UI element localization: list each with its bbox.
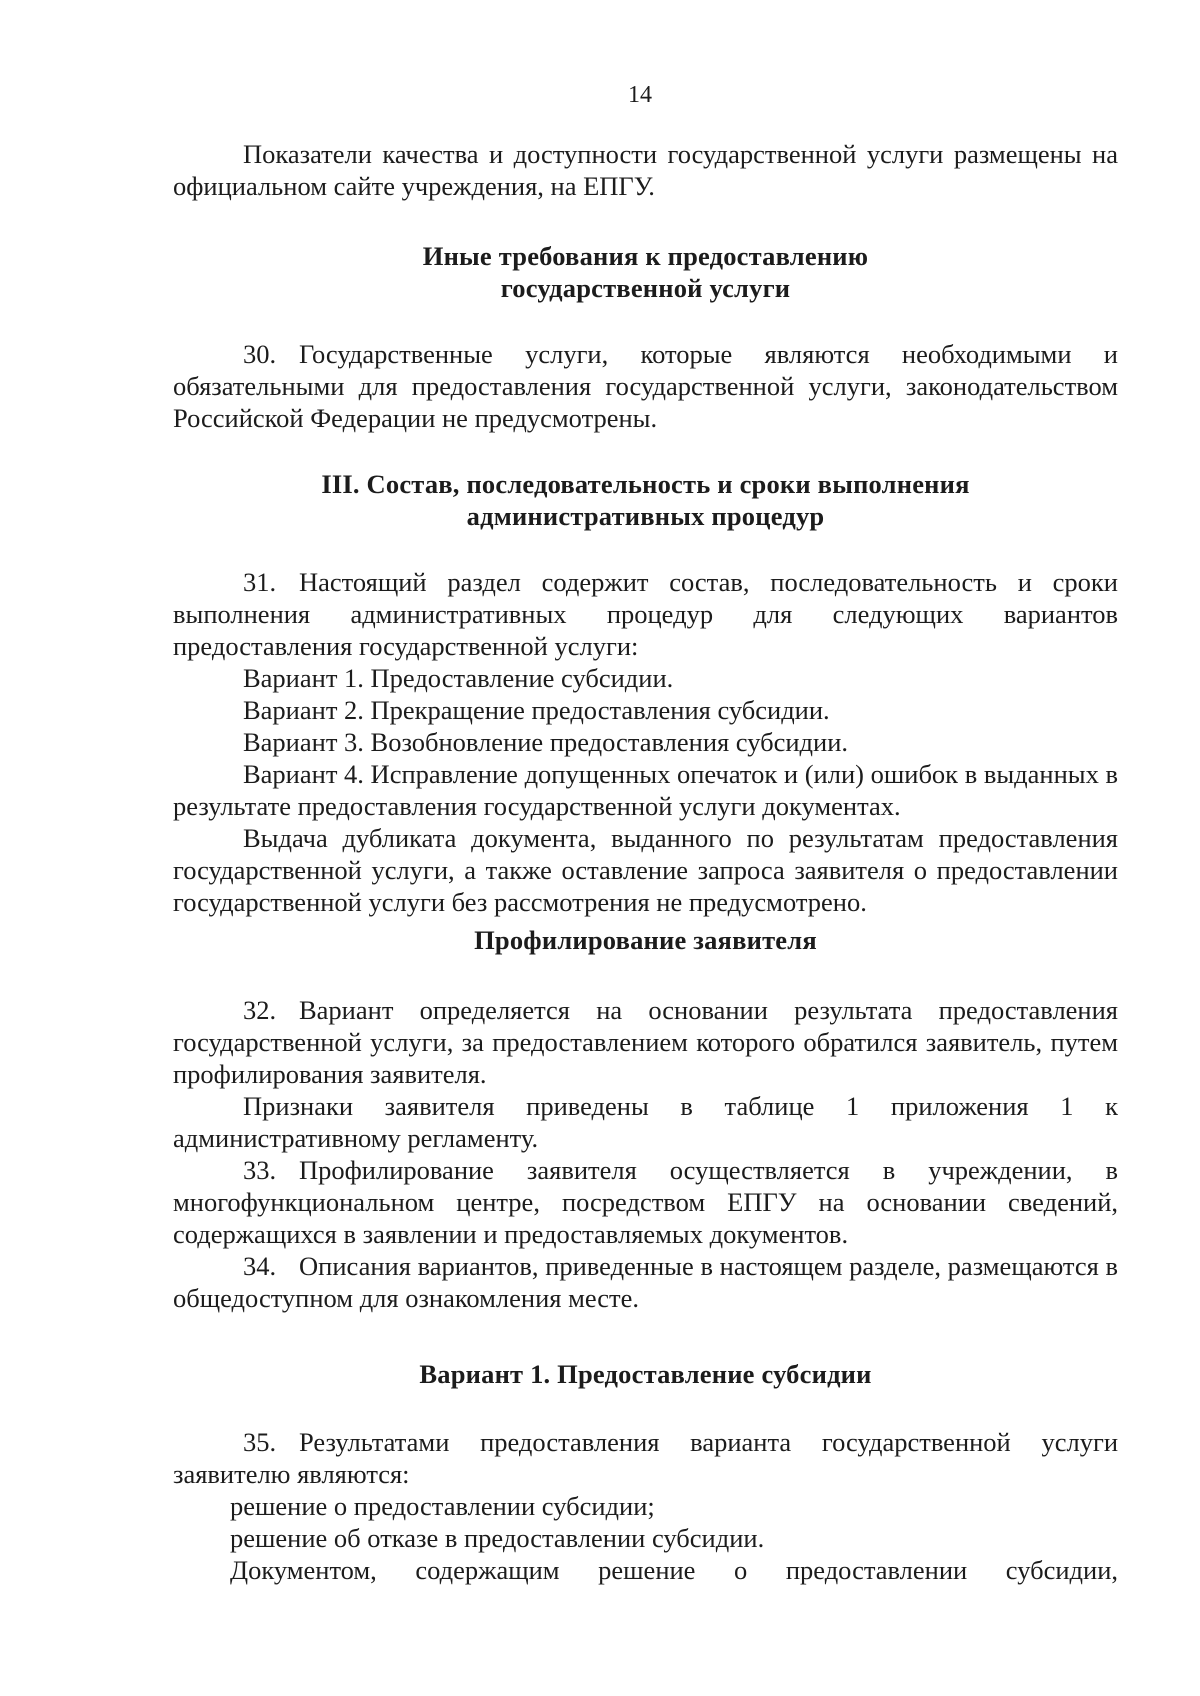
clause-33-text: Профилирование заявителя осуществляется в учреждении, в многофункциональном центре, посредством ЕПГУ на основании сведений, содержащихся в заявлении и предоставляемых документов. — [173, 1155, 1118, 1249]
clause-35-text: Результатами предоставления варианта государственной услуги заявителю являются: — [173, 1427, 1118, 1489]
intro-paragraph: Показатели качества и доступности государственной услуги размещены на официальном сайте учреждения, на ЕПГУ. — [173, 139, 1118, 201]
heading-section-iii-line1: III. Состав, последовательность и сроки выполнения — [321, 469, 970, 499]
clause-34-number: 34. — [243, 1251, 277, 1281]
page-number: 14 — [628, 82, 652, 108]
heading-other-requirements-line2: государственной услуги — [500, 273, 791, 303]
clause-32 — [173, 994, 1118, 1090]
heading-variant-1: Вариант 1. Предоставление субсидии — [419, 1359, 872, 1389]
document-body — [173, 138, 1118, 1586]
result-item: решение о предоставлении субсидии; — [230, 1491, 655, 1521]
result-item: решение об отказе в предоставлении субсидии. — [230, 1523, 765, 1553]
clause-35 — [173, 1426, 1118, 1490]
variant-item: Вариант 4. Исправление допущенных опечаток и (или) ошибок в выданных в результате предоставления государственной услуги документах. — [173, 759, 1118, 821]
clause-34 — [173, 1250, 1118, 1314]
variant-item: Вариант 1. Предоставление субсидии. — [243, 663, 674, 693]
heading-section-iii-line2: административных процедур — [466, 501, 825, 531]
clause-35-number: 35. — [243, 1427, 277, 1457]
applicant-signs: Признаки заявителя приведены в таблице 1 приложения 1 к административному регламенту. — [173, 1091, 1118, 1153]
clause-33-number: 33. — [243, 1155, 277, 1185]
variant-item: Вариант 2. Прекращение предоставления субсидии. — [243, 695, 830, 725]
document-decision-paragraph: Документом, содержащим решение о предоставлении субсидии, — [230, 1555, 1118, 1585]
clause-31-text: Настоящий раздел содержит состав, последовательность и сроки выполнения административных процедур для следующих вариантов предоставления государственной услуги: — [173, 567, 1118, 661]
variant-item: Вариант 3. Возобновление предоставления субсидии. — [243, 727, 849, 757]
clause-33 — [173, 1154, 1118, 1250]
clause-30-number: 30. — [243, 339, 277, 369]
clause-30 — [173, 338, 1118, 434]
clause-34-text: Описания вариантов, приведенные в настоящем разделе, размещаются в общедоступном для ознакомления месте. — [173, 1251, 1118, 1313]
clause-32-number: 32. — [243, 995, 277, 1025]
heading-other-requirements-line1: Иные требования к предоставлению — [422, 241, 869, 271]
clause-31 — [173, 566, 1118, 662]
clause-32-text: Вариант определяется на основании результата предоставления государственной услуги, за предоставлением которого обратился заявитель, путем профилирования заявителя. — [173, 995, 1118, 1089]
duplicate-note: Выдача дубликата документа, выданного по результатам предоставления государственной услуги, а также оставление запроса заявителя о предоставлении государственной услуги без рассмотрения не предусмотрено. — [173, 823, 1118, 917]
clause-30-text: Государственные услуги, которые являются необходимыми и обязательными для предоставления государственной услуги, законодательством Российской Федерации не предусмотрены. — [173, 339, 1118, 433]
heading-profiling: Профилирование заявителя — [474, 925, 817, 955]
clause-31-number: 31. — [243, 567, 277, 597]
